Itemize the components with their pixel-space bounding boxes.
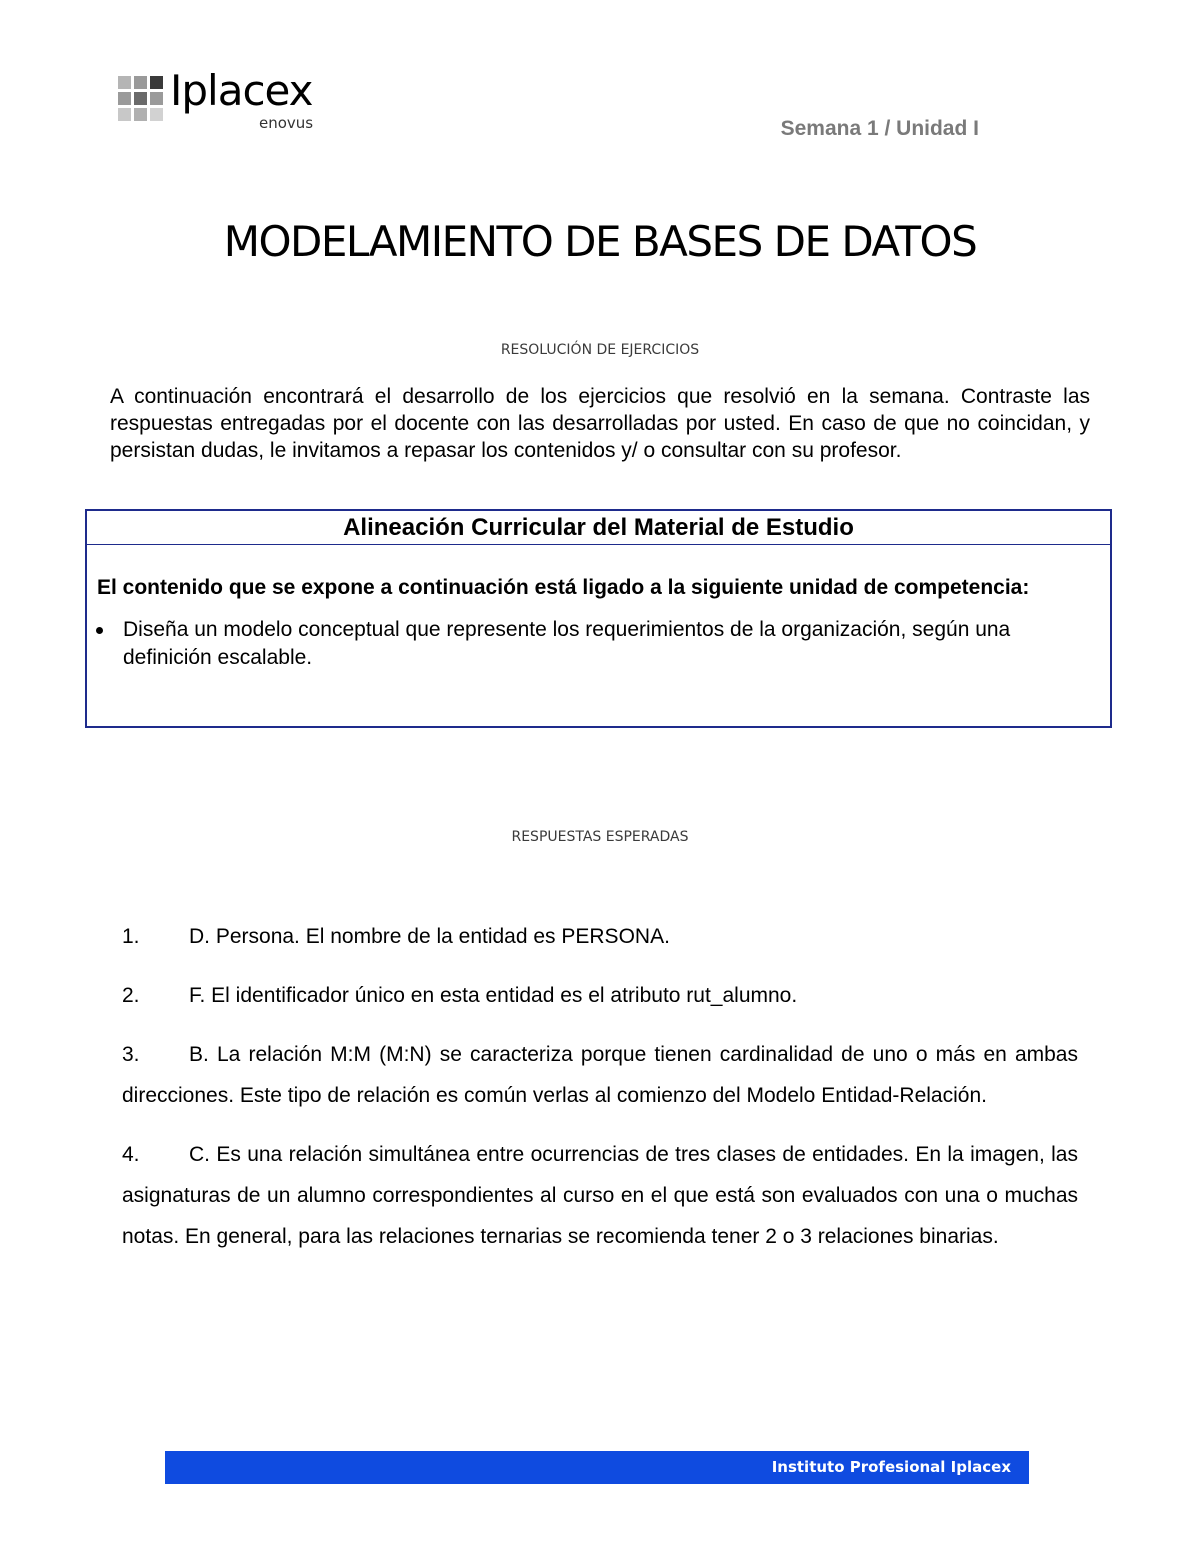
iplacex-logo bbox=[118, 66, 338, 134]
answer-text: C. Es una relación simultánea entre ocurrencias de tres clases de entidades. En la imagen, las asignaturas de un alumno correspondientes al curso en el que está son evaluados con una o muchas notas. En general, para las relaciones ternarias se recomienda tener 2 o 3 relaciones binarias. bbox=[122, 1143, 1078, 1248]
footer-bar bbox=[165, 1451, 1029, 1484]
answer-number: 4. bbox=[122, 1143, 140, 1166]
document-title: MODELAMIENTO DE BASES DE DATOS bbox=[223, 217, 977, 266]
answer-item bbox=[122, 1134, 1078, 1257]
intro-paragraph: A continuación encontrará el desarrollo de los ejercicios que resolvió en la semana. Contraste las respuestas entregadas por el docente con las desarrolladas por usted. En caso de que no coincidan, y persistan dudas, le invitamos a repasar los contenidos y/ o consultar con su profesor. bbox=[110, 385, 1090, 462]
alignment-heading: Alineación Curricular del Material de Estudio bbox=[87, 511, 1110, 545]
answer-number: 3. bbox=[122, 1043, 140, 1066]
competency-bullet-text: Diseña un modelo conceptual que represente los requerimientos de la organización, según una definición escalable. bbox=[123, 618, 1011, 669]
answers-list bbox=[122, 916, 1078, 1257]
logo-wordmark: Iplacex bbox=[170, 66, 313, 115]
answer-number: 1. bbox=[122, 925, 140, 948]
resolution-heading: RESOLUCIÓN DE EJERCICIOS bbox=[500, 342, 700, 358]
answer-text: D. Persona. El nombre de la entidad es PERSONA. bbox=[189, 925, 670, 948]
competency-bullet bbox=[123, 616, 1104, 672]
curricular-alignment-box bbox=[85, 509, 1112, 728]
footer-text: Instituto Profesional Iplacex bbox=[771, 1458, 1011, 1476]
logo-subtitle: enovus bbox=[259, 114, 314, 132]
week-unit-label: Semana 1 / Unidad I bbox=[780, 117, 979, 140]
answer-number: 2. bbox=[122, 984, 140, 1007]
answer-item bbox=[122, 916, 1078, 957]
answer-item bbox=[122, 975, 1078, 1016]
answer-text: B. La relación M:M (M:N) se caracteriza porque tienen cardinalidad de uno o más en ambas direcciones. Este tipo de relación es común verlas al comienzo del Modelo Entidad-Relación. bbox=[122, 1043, 1078, 1107]
expected-answers-heading: RESPUESTAS ESPERADAS bbox=[511, 829, 689, 845]
competency-statement: El contenido que se expone a continuación está ligado a la siguiente unidad de competencia: bbox=[97, 576, 1030, 599]
answer-item bbox=[122, 1034, 1078, 1116]
bullet-icon bbox=[96, 627, 103, 634]
answer-text: F. El identificador único en esta entidad es el atributo rut_alumno. bbox=[189, 984, 798, 1007]
logo-grid-icon bbox=[118, 76, 164, 122]
